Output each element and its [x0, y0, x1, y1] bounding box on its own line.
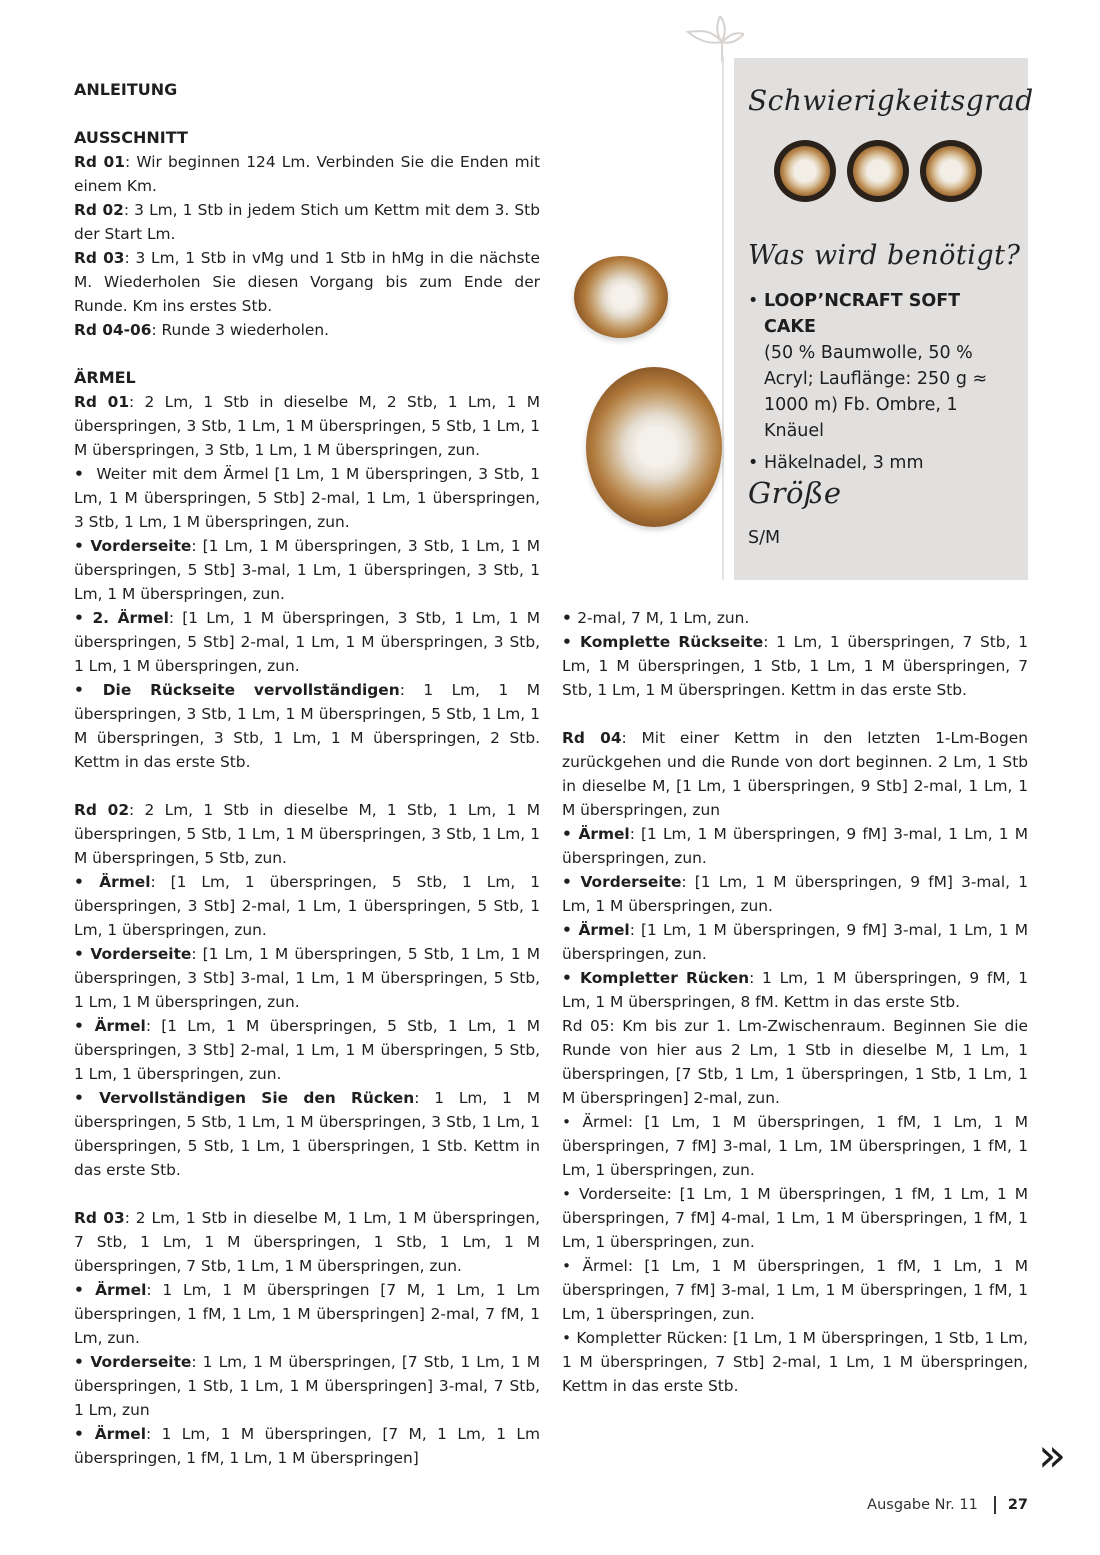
section-title: ANLEITUNG — [74, 80, 178, 99]
round-paragraph: Rd 03: 3 Lm, 1 Stb in vMg und 1 Stb in hMg in die nächste M. Wiederholen Sie diesen Vorgang bis zum Ende der Runde. Km ins erstes Stb. — [74, 249, 540, 315]
difficulty-yarn-icon — [774, 140, 836, 202]
round-paragraph: Rd 02: 3 Lm, 1 Stb in jedem Stich um Kettm mit dem 3. Stb der Start Lm. — [74, 201, 540, 243]
materials-list — [748, 288, 1018, 476]
issue-label: Ausgabe Nr. 11 — [867, 1497, 978, 1513]
subsection-heading: AUSSCHNITT — [74, 128, 188, 147]
materials-list-item: • LOOP’NCRAFT SOFT CAKE (50 % Baumwolle, 50 % Acryl; Lauflänge: 250 g ≈ 1000 m) Fb. Ombre, 1 Knäuel — [748, 288, 1018, 444]
yarn-cake-small-image — [574, 256, 668, 338]
page-footer — [867, 1496, 1028, 1514]
next-page-arrow-icon: » — [1038, 1428, 1067, 1482]
round-paragraph: Rd 04: Mit einer Kettm in den letzten 1-Lm-Bogen zurückgehen und die Runde von dort beginnen. 2 Lm, 1 Stb in dieselbe M, [1 Lm, 1 überspringen, 9 Stb] 2-mal, 1 Lm, 1 M überspringen, zun — [562, 729, 1028, 819]
instructions-left-column — [74, 78, 540, 1470]
round-paragraph: Rd 02: 2 Lm, 1 Stb in dieselbe M, 1 Stb, 1 Lm, 1 M überspringen, 5 Stb, 1 Lm, 1 M überspringen, 3 Stb, 1 Lm, 1 M überspringen, 5 Stb, zun. — [74, 801, 540, 867]
difficulty-yarn-icon — [920, 140, 982, 202]
leaf-ornament-icon — [682, 16, 744, 64]
difficulty-rating — [774, 140, 994, 204]
bullet-paragraph: • Kompletter Rücken: 1 Lm, 1 M überspringen, 9 fM, 1 Lm, 1 M überspringen, 8 fM. Kettm in das erste Stb. — [562, 969, 1029, 1011]
vertical-divider — [722, 56, 724, 580]
bullet-paragraph: • Vorderseite: [1 Lm, 1 M überspringen, 1 fM, 1 Lm, 1 M überspringen, 7 fM] 4-mal, 1 Lm, 1 M überspringen, 1 fM, 1 Lm, 1 überspringen, zun. — [562, 1185, 1028, 1251]
bullet-paragraph: • Ärmel: [1 Lm, 1 M überspringen, 1 fM, 1 Lm, 1 M überspringen, 7 fM] 3-mal, 1 Lm, 1 M überspringen, 1 fM, 1 Lm, 1 überspringen, zun. — [562, 1257, 1028, 1323]
round-paragraph: Rd 05: Km bis zur 1. Lm-Zwischenraum. Beginnen Sie die Runde von hier aus 2 Lm, 1 Stb in dieselbe M, 1 Lm, 1 überspringen, [7 Stb, 1 Lm, 1 überspringen, 1 Stb, 1 Lm, 1 M überspringen] 2-mal, zun. — [562, 1017, 1028, 1107]
page-number: 27 — [1007, 1497, 1028, 1513]
round-paragraph: Rd 01: Wir beginnen 124 Lm. Verbinden Sie die Enden mit einem Km. — [74, 153, 540, 195]
bullet-paragraph: • Ärmel: [1 Lm, 1 M überspringen, 5 Stb, 1 Lm, 1 M überspringen, 3 Stb] 2-mal, 1 Lm, 1 M überspringen, 5 Stb, 1 Lm, 1 überspringen, zun. — [74, 1017, 540, 1083]
bullet-paragraph: • Komplette Rückseite: 1 Lm, 1 überspringen, 7 Stb, 1 Lm, 1 M überspringen, 1 Stb, 1 Lm, 1 M überspringen, 7 Stb, 1 Lm, 1 M überspringen. Kettm in das erste Stb. — [562, 633, 1028, 699]
materials-list-item: • Häkelnadel, 3 mm — [748, 450, 1018, 476]
bullet-paragraph: • Ärmel: [1 Lm, 1 M überspringen, 1 fM, 1 Lm, 1 M überspringen, 7 fM] 3-mal, 1 Lm, 1M überspringen, 1 fM, 1 Lm, 1 überspringen, zun. — [562, 1113, 1028, 1179]
bullet-paragraph: • Ärmel: 1 Lm, 1 M überspringen, [7 M, 1 Lm, 1 Lm überspringen, 1 fM, 1 Lm, 1 M überspringen] — [74, 1425, 540, 1467]
bullet-paragraph: • Vorderseite: [1 Lm, 1 M überspringen, 3 Stb, 1 Lm, 1 M überspringen, 5 Stb] 3-mal, 1 Lm, 1 überspringen, 3 Stb, 1 Lm, 1 M überspringen, zun. — [74, 537, 540, 603]
size-heading: Größe — [748, 476, 842, 510]
subsection-heading: ÄRMEL — [74, 368, 136, 387]
round-paragraph: Rd 03: 2 Lm, 1 Stb in dieselbe M, 1 Lm, 1 M überspringen, 7 Stb, 1 Lm, 1 M überspringen, 1 Stb, 1 Lm, 1 M überspringen, 7 Stb, 1 Lm, 1 M überspringen, zun. — [74, 1209, 540, 1275]
bullet-paragraph: • 2-mal, 7 M, 1 Lm, zun. — [562, 609, 750, 627]
round-paragraph: Rd 04-06: Runde 3 wiederholen. — [74, 321, 330, 339]
instructions-right-column — [562, 606, 1028, 1398]
bullet-paragraph: • Vorderseite: [1 Lm, 1 M überspringen, 5 Stb, 1 Lm, 1 M überspringen, 3 Stb] 3-mal, 1 Lm, 1 M überspringen, 5 Stb, 1 Lm, 1 M überspringen, zun. — [74, 945, 540, 1011]
materials-info-box — [734, 58, 1034, 580]
bullet-paragraph: • Vorderseite: [1 Lm, 1 M überspringen, 9 fM] 3-mal, 1 Lm, 1 M überspringen, zun. — [562, 873, 1028, 915]
round-paragraph: Rd 01: 2 Lm, 1 Stb in dieselbe M, 2 Stb, 1 Lm, 1 M überspringen, 3 Stb, 1 Lm, 1 M überspringen, 5 Stb, 1 Lm, 1 M überspringen, 3 Stb, 1 Lm, 1 M überspringen, zun. — [74, 393, 540, 459]
difficulty-heading: Schwierigkeitsgrad — [748, 84, 1034, 117]
bullet-paragraph: • Ärmel: [1 Lm, 1 M überspringen, 9 fM] 3-mal, 1 Lm, 1 M überspringen, zun. — [562, 825, 1028, 867]
difficulty-yarn-icon — [847, 140, 909, 202]
bullet-paragraph: • Vorderseite: 1 Lm, 1 M überspringen, [7 Stb, 1 Lm, 1 M überspringen, 1 Stb, 1 Lm, 1 M überspringen] 3-mal, 7 Stb, 1 Lm, zun — [74, 1353, 540, 1419]
bullet-paragraph: • Die Rückseite vervollständigen: 1 Lm, 1 M überspringen, 3 Stb, 1 Lm, 1 M überspringen, 5 Stb, 1 Lm, 1 M überspringen, 3 Stb, 1 Lm, 1 M überspringen, 2 Stb. Kettm in das erste Stb. — [74, 681, 541, 771]
bullet-paragraph: • Ärmel: [1 Lm, 1 überspringen, 5 Stb, 1 Lm, 1 überspringen, 3 Stb] 2-mal, 1 Lm, 1 überspringen, 5 Stb, 1 Lm, 1 überspringen, zun. — [74, 873, 540, 939]
footer-separator — [994, 1496, 996, 1514]
bullet-paragraph: • Kompletter Rücken: [1 Lm, 1 M überspringen, 1 Stb, 1 Lm, 1 M überspringen, 7 Stb] 2-mal, 1 Lm, 1 M überspringen, Kettm in das erste Stb. — [562, 1329, 1028, 1395]
yarn-cake-large-image — [586, 367, 722, 527]
bullet-paragraph: • Ärmel: 1 Lm, 1 M überspringen [7 M, 1 Lm, 1 Lm überspringen, 1 fM, 1 Lm, 1 M überspringen] 2-mal, 7 fM, 1 Lm, zun. — [74, 1281, 541, 1347]
bullet-paragraph: • 2. Ärmel: [1 Lm, 1 M überspringen, 3 Stb, 1 Lm, 1 M überspringen, 5 Stb] 2-mal, 1 Lm, 1 M überspringen, 3 Stb, 1 Lm, 1 M überspringen, zun. — [74, 609, 541, 675]
bullet-paragraph: • Vervollständigen Sie den Rücken: 1 Lm, 1 M überspringen, 5 Stb, 1 Lm, 1 M überspringen, 3 Stb, 1 Lm, 1 überspringen, 5 Stb, 1 Lm, 1 überspringen, 1 Stb. Kettm in das erste Stb. — [74, 1089, 540, 1179]
bullet-paragraph: • Ärmel: [1 Lm, 1 M überspringen, 9 fM] 3-mal, 1 Lm, 1 M überspringen, zun. — [562, 921, 1028, 963]
size-value: S/M — [748, 528, 781, 548]
materials-heading: Was wird benötigt? — [748, 240, 1021, 271]
bullet-paragraph: • Weiter mit dem Ärmel [1 Lm, 1 M überspringen, 3 Stb, 1 Lm, 1 M überspringen, 5 Stb] 2-mal, 1 Lm, 1 überspringen, 3 Stb, 1 Lm, 1 M überspringen, zun. — [74, 465, 540, 531]
